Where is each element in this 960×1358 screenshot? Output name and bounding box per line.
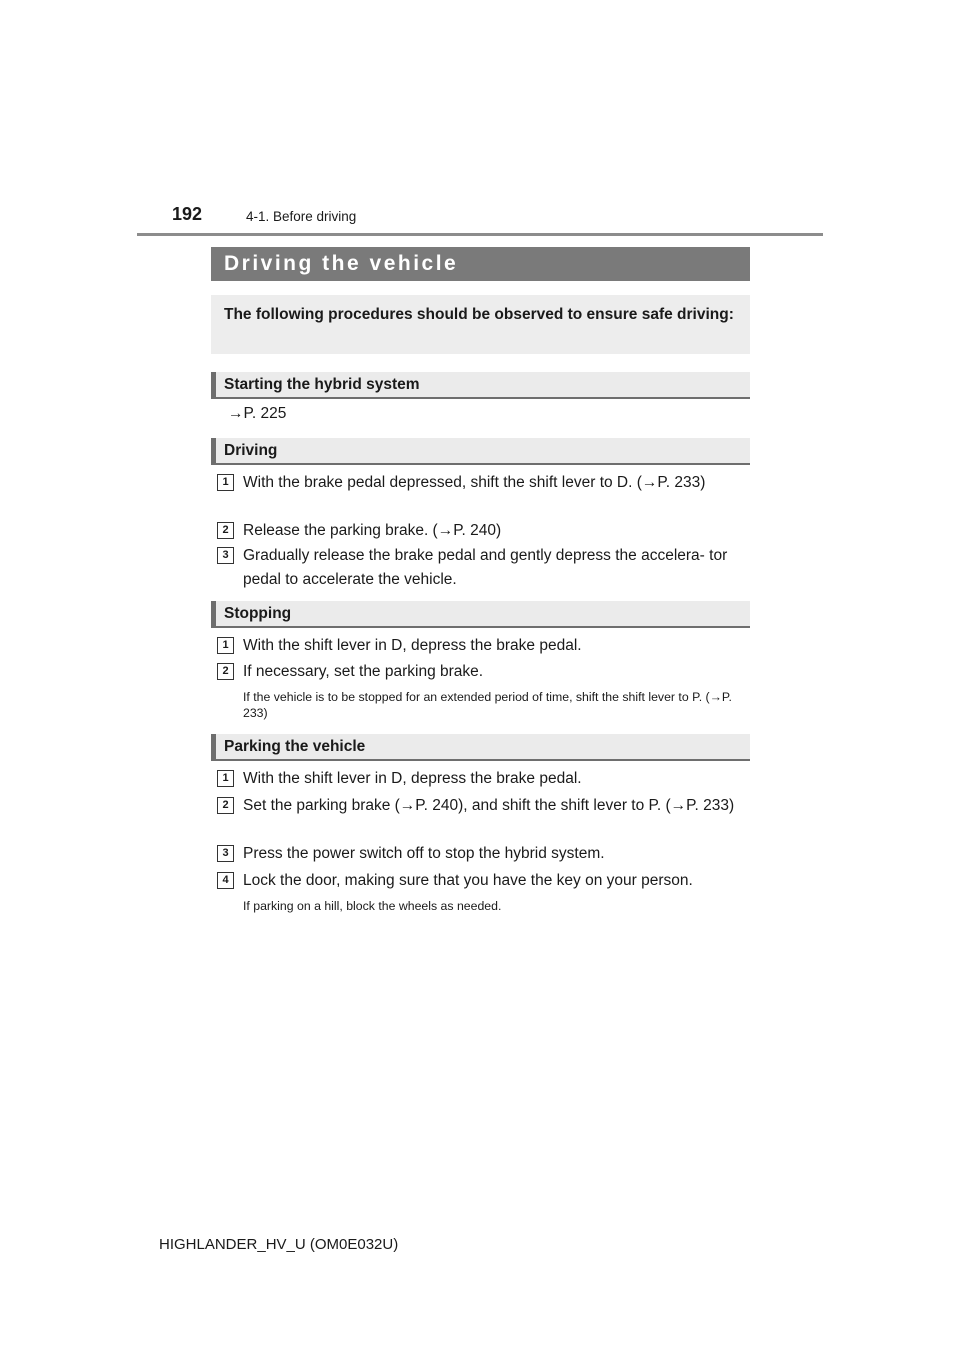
step-text: With the brake pedal depressed, shift the shift lever to D. (→P. 233) (243, 474, 706, 491)
note-text: If parking on a hill, block the wheels as needed. (243, 899, 502, 913)
step-number-badge: 1 (217, 474, 234, 491)
step-number-badge: 4 (217, 872, 234, 889)
step-number-badge: 3 (217, 845, 234, 862)
step-number-badge: 2 (217, 797, 234, 814)
page-reference-link[interactable]: →P. 225 (228, 405, 287, 422)
header-rule (137, 233, 823, 236)
step-number-badge: 2 (217, 522, 234, 539)
page-title: Driving the vehicle (224, 252, 459, 275)
step-text: Gradually release the brake pedal and gently depress the accelera- tor pedal to accelerate the vehicle. (243, 547, 728, 588)
step-number-badge: 1 (217, 770, 234, 787)
intro-box: The following procedures should be observed to ensure safe driving: (211, 295, 750, 354)
step-text: Release the parking brake. (→P. 240) (243, 522, 502, 539)
section-heading-text: Starting the hybrid system (224, 376, 420, 393)
step-number-badge: 3 (217, 547, 234, 564)
section-heading-stopping (211, 601, 750, 628)
step-text: Set the parking brake (→P. 240), and shift the shift lever to P. (→P. 233) (243, 797, 735, 814)
footer-model-code: HIGHLANDER_HV_U (OM0E032U) (159, 1236, 399, 1253)
step-text: With the shift lever in D, depress the brake pedal. (243, 637, 582, 654)
section-heading-text: Driving (224, 442, 278, 459)
step-text: Lock the door, making sure that you have the key on your person. (243, 872, 693, 889)
section-heading-starting (211, 372, 750, 399)
page-number: 192 (172, 204, 203, 224)
step-number-badge: 2 (217, 663, 234, 680)
step-number-badge: 1 (217, 637, 234, 654)
section-heading-text: Stopping (224, 605, 292, 622)
section-heading-parking (211, 734, 750, 761)
step-text: If necessary, set the parking brake. (243, 663, 484, 680)
chapter-label: 4-1. Before driving (246, 209, 357, 224)
section-heading-text: Parking the vehicle (224, 738, 366, 755)
section-heading-driving (211, 438, 750, 465)
step-text: Press the power switch off to stop the hybrid system. (243, 845, 605, 862)
step-text: With the shift lever in D, depress the brake pedal. (243, 770, 582, 787)
page-title-bar (211, 247, 750, 281)
note-text: If the vehicle is to be stopped for an extended period of time, shift the shift lever to P. (→P. 233) (243, 690, 732, 720)
